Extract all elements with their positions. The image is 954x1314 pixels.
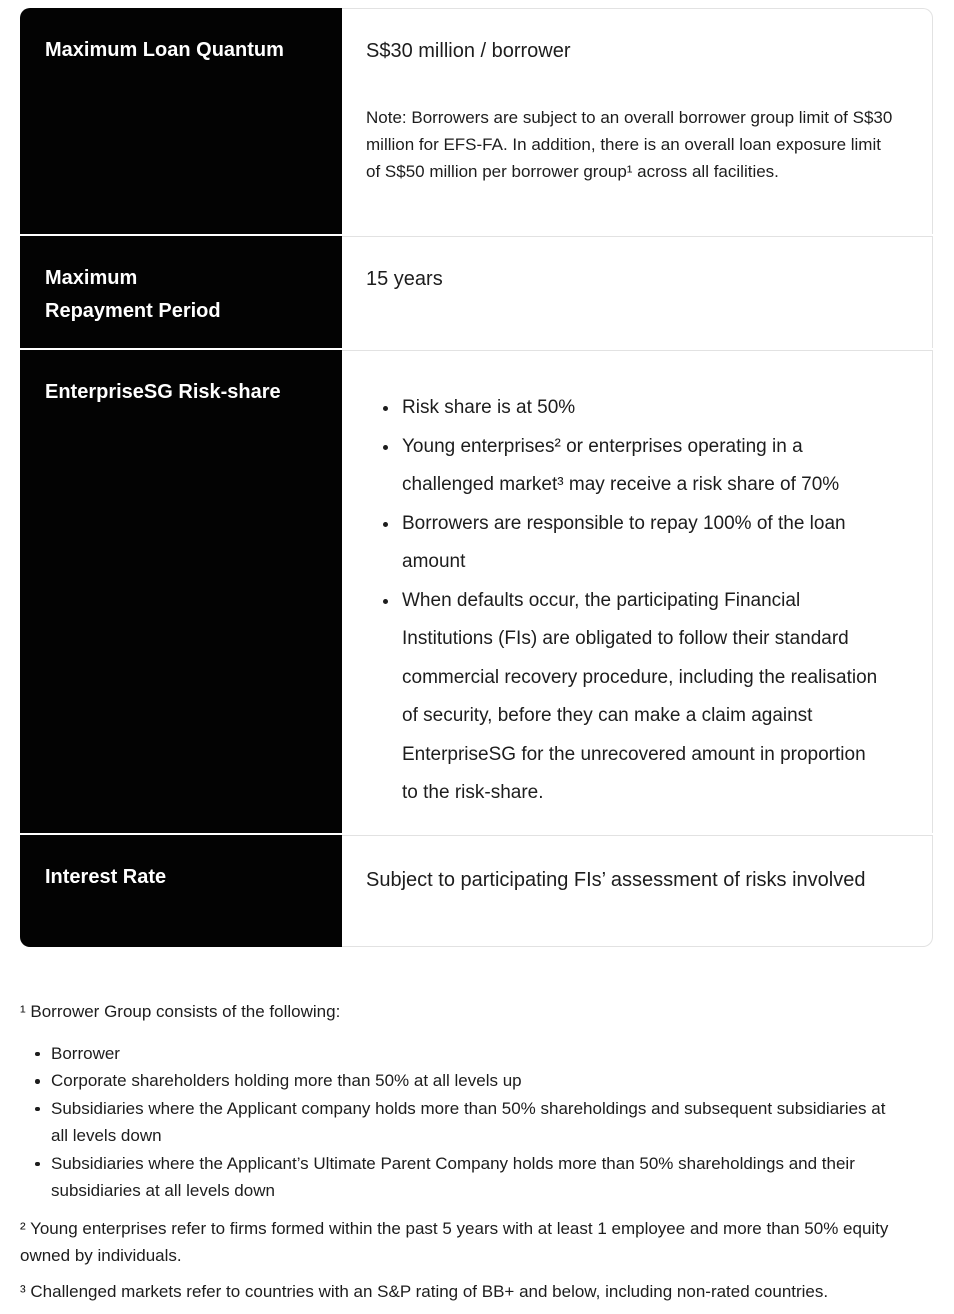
row-value-cell <box>342 835 933 947</box>
interest-rate-value: Subject to participating FIs’ assessment of risks involved <box>366 869 866 891</box>
row-value-cell <box>342 350 933 833</box>
footnote-3: ³ Challenged markets refer to countries with an S&P rating of BB+ and below, including non-rated countries. <box>20 1281 829 1301</box>
table-row-maximum-loan-quantum <box>20 8 933 234</box>
list-item: Borrower <box>51 1040 900 1068</box>
loan-spec-table <box>20 8 933 947</box>
list-item: Borrowers are responsible to repay 100% of the loan amount <box>402 505 885 582</box>
row-label: Maximum Repayment Period <box>45 267 221 322</box>
footnote-1-lead: ¹ Borrower Group consists of the following: <box>20 1002 341 1021</box>
risk-share-bullet-list <box>366 389 885 813</box>
table-row-enterprisesg-risk-share <box>20 350 933 833</box>
list-item: Subsidiaries where the Applicant’s Ultimate Parent Company holds more than 50% shareholdings and their subsidiaries at all levels down <box>51 1150 900 1205</box>
footnotes-section <box>20 998 934 1305</box>
footnote-1-bullet-list <box>20 1040 900 1205</box>
row-value-cell <box>342 8 933 234</box>
loan-quantum-value: S$30 million / borrower <box>366 40 571 62</box>
list-item: Young enterprises² or enterprises operating in a challenged market³ may receive a risk share of 70% <box>402 428 885 505</box>
list-item: Subsidiaries where the Applicant company holds more than 50% shareholdings and subsequent subsidiaries at all levels down <box>51 1095 900 1150</box>
list-item: Risk share is at 50% <box>402 389 885 428</box>
repayment-period-value: 15 years <box>366 268 443 290</box>
list-item: Corporate shareholders holding more than 50% at all levels up <box>51 1067 900 1095</box>
loan-quantum-note: Note: Borrowers are subject to an overall borrower group limit of S$30 million for EFS-FA. In addition, there is an overall loan exposure limit of S$50 million per borrower group¹ across all facilities. <box>366 108 893 181</box>
table-row-interest-rate <box>20 835 933 947</box>
footnote-2: ² Young enterprises refer to firms formed within the past 5 years with at least 1 employee and more than 50% equity owned by individuals. <box>20 1218 889 1265</box>
row-label: EnterpriseSG Risk-share <box>45 381 281 403</box>
row-label-cell <box>20 8 342 234</box>
list-item: When defaults occur, the participating Financial Institutions (FIs) are obligated to follow their standard commercial recovery procedure, including the realisation of security, before they can make a claim against EnterpriseSG for the unrecovered amount in proportion to the risk-share. <box>402 582 885 813</box>
row-value-cell <box>342 236 933 348</box>
row-label: Interest Rate <box>45 866 167 888</box>
row-label-cell <box>20 835 342 947</box>
row-label-cell <box>20 350 342 833</box>
row-label: Maximum Loan Quantum <box>45 39 284 61</box>
row-label-cell <box>20 236 342 348</box>
table-row-maximum-repayment-period <box>20 236 933 348</box>
